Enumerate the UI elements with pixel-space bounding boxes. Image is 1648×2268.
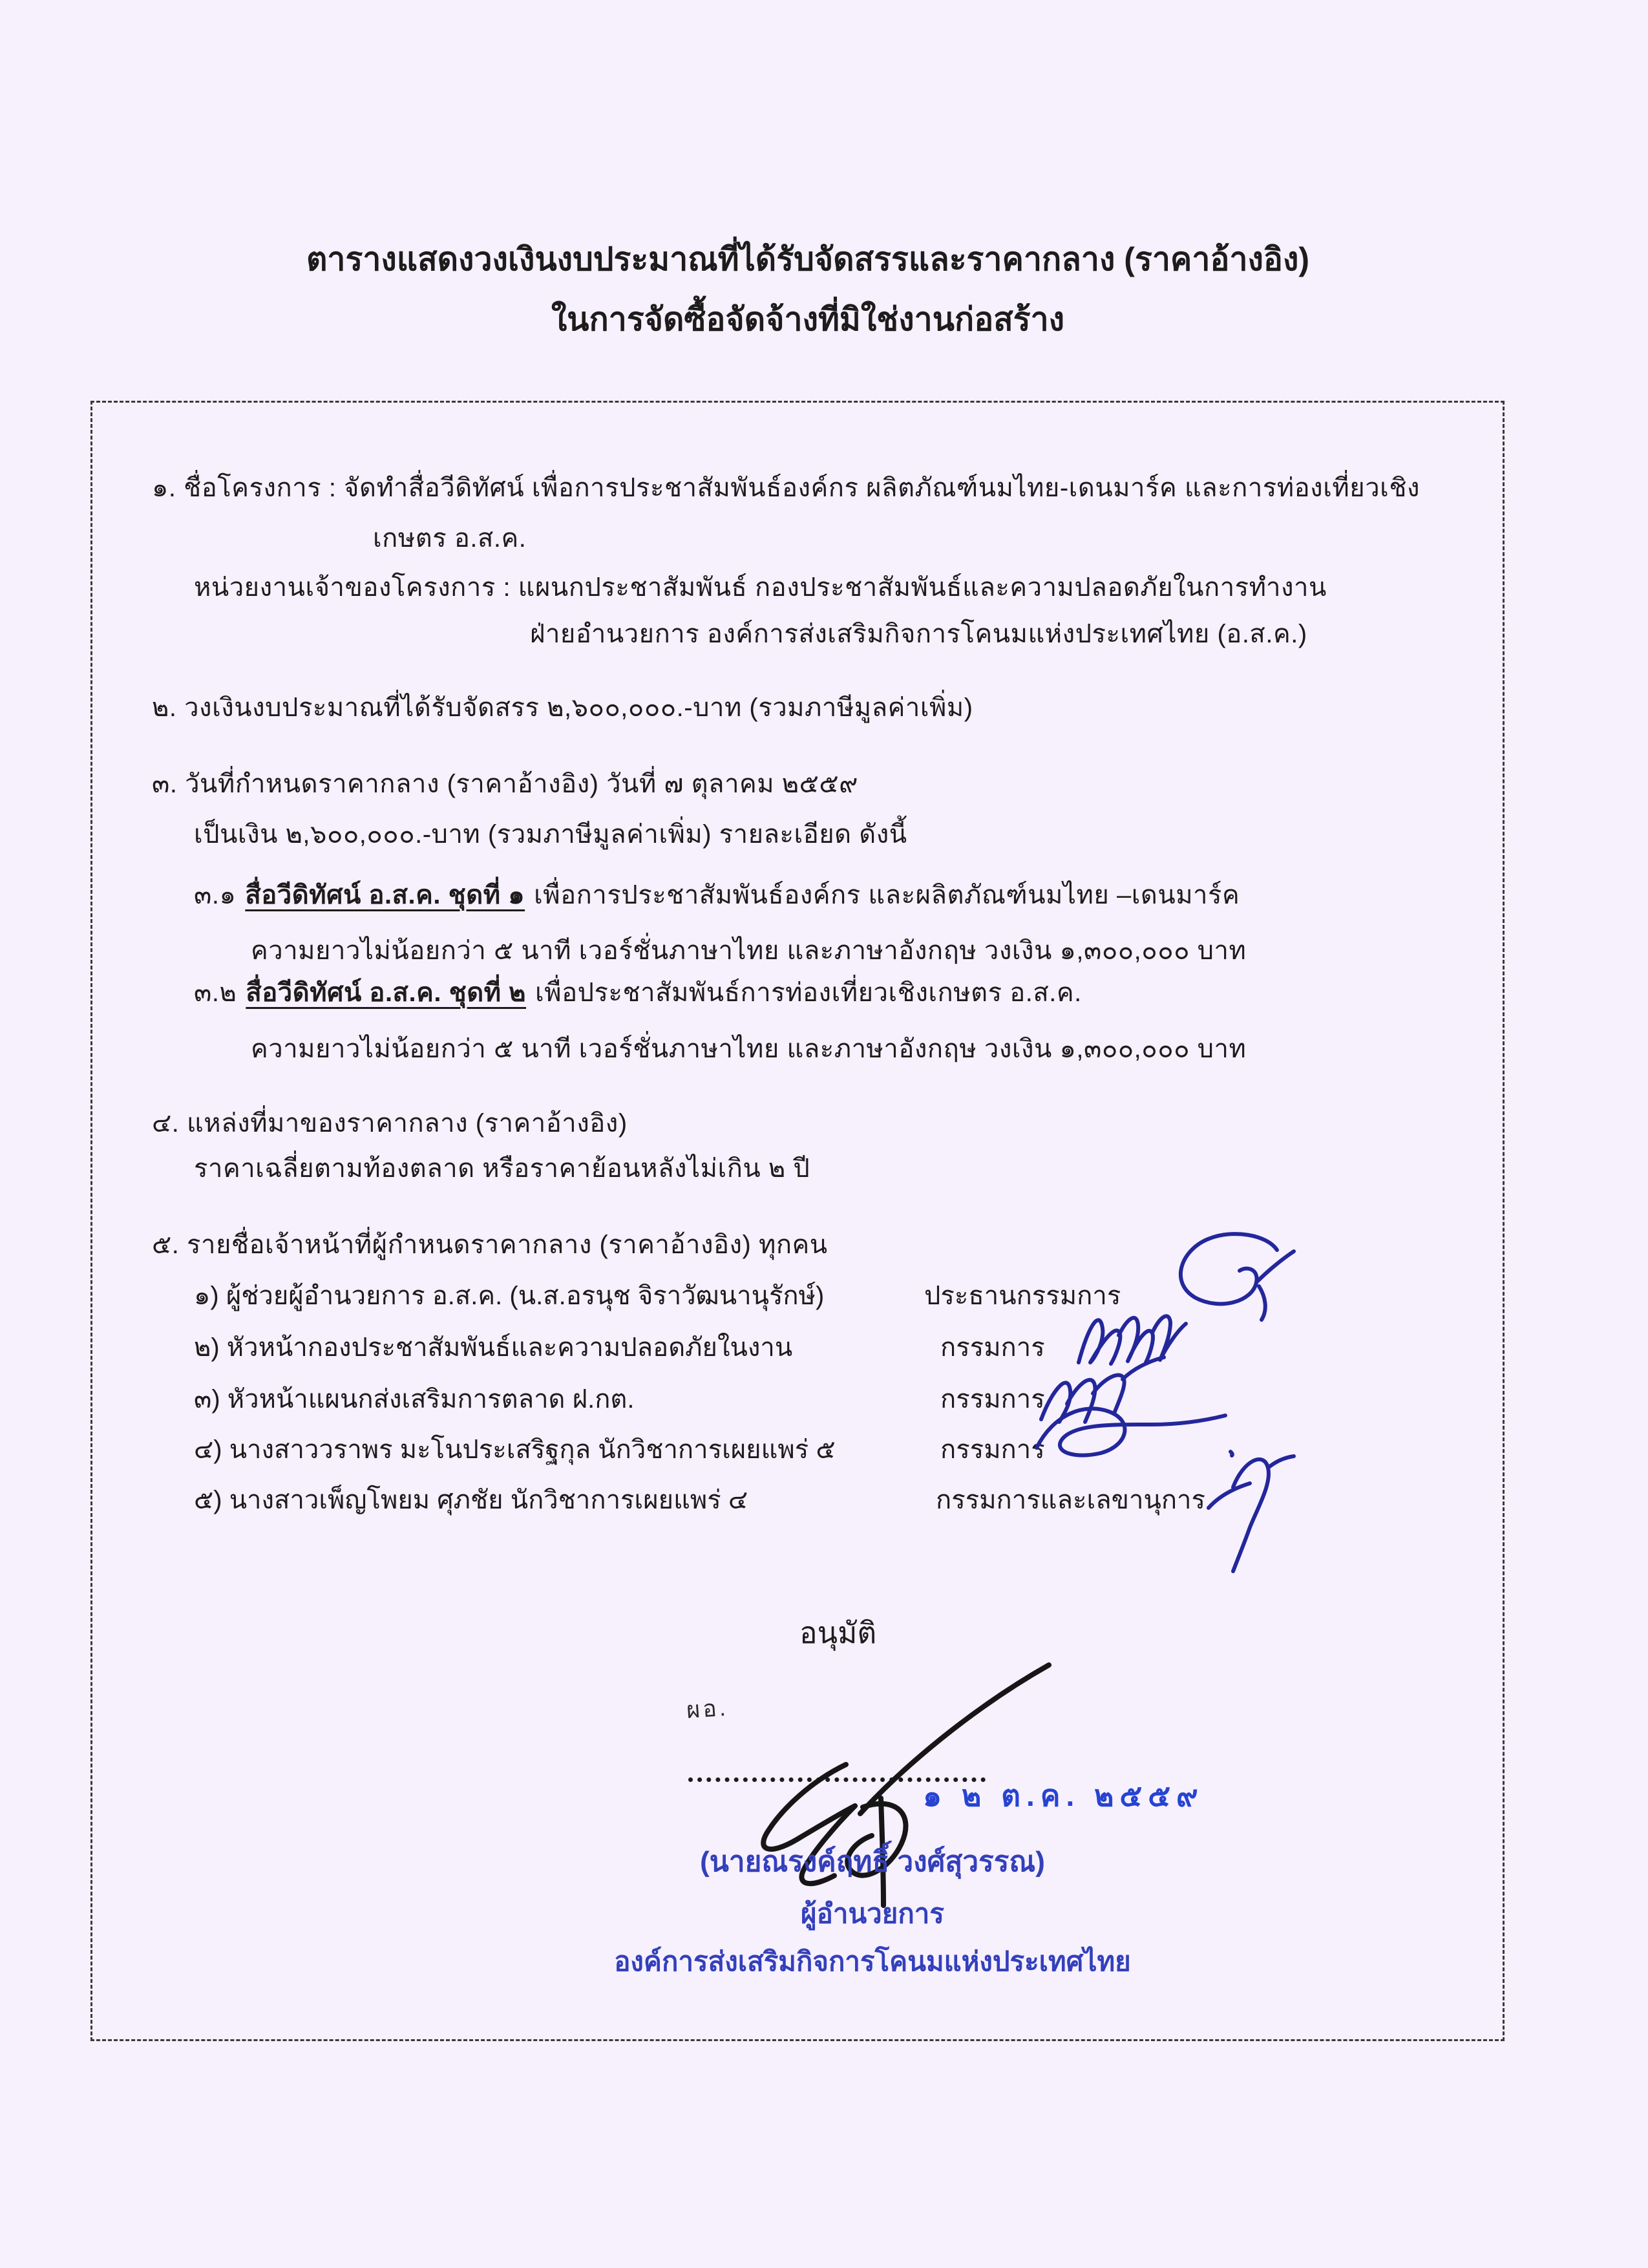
approval-handwritten-note: ผอ.	[685, 1693, 730, 1724]
item4-price-source-heading: ๔. แหล่งที่มาของราคากลาง (ราคาอ้างอิง)	[152, 1109, 628, 1138]
committee-member-role: กรรมการ	[940, 1436, 1045, 1464]
committee-member-role: กรรมการ	[940, 1333, 1045, 1362]
item3-sub1-description: เพื่อการประชาสัมพันธ์องค์กร และผลิตภัณฑ์นมไทย –เดนมาร์ค	[534, 881, 1240, 909]
item3-sub2-underlined-title: สื่อวีดิทัศน์ อ.ส.ค. ชุดที่ ๒	[246, 979, 527, 1007]
document-title-line2: ในการจัดซื้อจัดจ้างที่มิใช่งานก่อสร้าง	[551, 301, 1065, 337]
approval-heading: อนุมัติ	[799, 1616, 877, 1649]
approval-date-stamp: ๑ ๒ ต.ค. ๒๕๕๙	[923, 1779, 1204, 1812]
committee-row-2	[194, 1326, 1454, 1368]
item3-amount-line: เป็นเงิน ๒,๖๐๐,๐๐๐.-บาท (รวมภาษีมูลค่าเพิ่ม) รายละเอียด ดังนี้	[194, 820, 907, 849]
item1-project-name-line1: ๑. ชื่อโครงการ : จัดทำสื่อวีดิทัศน์ เพื่อการประชาสัมพันธ์องค์กร ผลิตภัณฑ์นมไทย-เดนมาร์ค และการท่องเที่ยวเชิง	[152, 474, 1420, 502]
item3-sub2-detail: ความยาวไม่น้อยกว่า ๕ นาที เวอร์ชั่นภาษาไทย และภาษาอังกฤษ วงเงิน ๑,๓๐๐,๐๐๐ บาท	[251, 1035, 1247, 1063]
committee-member-name: ๑) ผู้ช่วยผู้อำนวยการ อ.ส.ค. (น.ส.อรนุช จิราวัฒนานุรักษ์)	[194, 1282, 825, 1310]
committee-member-name: ๒) หัวหน้ากองประชาสัมพันธ์และความปลอดภัยในงาน	[194, 1333, 793, 1362]
document-title-line1: ตารางแสดงวงเงินงบประมาณที่ได้รับจัดสรรและราคากลาง (ราคาอ้างอิง)	[306, 241, 1310, 277]
item1-owner-agency-line1: หน่วยงานเจ้าของโครงการ : แผนกประชาสัมพันธ์ กองประชาสัมพันธ์และความปลอดภัยในการทำงาน	[194, 573, 1327, 602]
item1-owner-agency-line2: ฝ่ายอำนวยการ องค์การส่งเสริมกิจการโคนมแห่งประเทศไทย (อ.ส.ค.)	[530, 620, 1307, 648]
signer-name: (นายณรงค์ฤทธิ์ วงศ์สุวรรณ)	[700, 1846, 1045, 1878]
committee-row-3	[194, 1378, 1454, 1419]
item3-sub2-line	[194, 971, 1082, 1013]
item3-price-date-line: ๓. วันที่กำหนดราคากลาง (ราคาอ้างอิง) วันที่ ๗ ตุลาคม ๒๕๕๙	[152, 770, 858, 798]
item3-sub2-description: เพื่อประชาสัมพันธ์การท่องเที่ยวเชิงเกษตร อ.ส.ค.	[535, 979, 1082, 1007]
committee-member-role: กรรมการ	[940, 1385, 1045, 1414]
item3-sub1-number: ๓.๑	[194, 881, 237, 909]
signer-organization: องค์การส่งเสริมกิจการโคนมแห่งประเทศไทย	[614, 1946, 1131, 1977]
item4-price-source-detail: ราคาเฉลี่ยตามท้องตลาด หรือราคาย้อนหลังไม่เกิน ๒ ปี	[194, 1154, 810, 1183]
committee-member-role: กรรมการและเลขานุการ	[936, 1486, 1205, 1514]
committee-member-name: ๔) นางสาววราพร มะโนประเสริฐกุล นักวิชาการเผยแพร่ ๕	[194, 1436, 836, 1464]
committee-member-role: ประธานกรรมการ	[924, 1282, 1121, 1310]
item3-sub1-underlined-title: สื่อวีดิทัศน์ อ.ส.ค. ชุดที่ ๑	[245, 881, 525, 909]
item3-sub1-line	[194, 874, 1240, 915]
item5-committee-heading: ๕. รายชื่อเจ้าหน้าที่ผู้กำหนดราคากลาง (ราคาอ้างอิง) ทุกคน	[152, 1231, 828, 1259]
committee-member-name: ๓) หัวหน้าแผนกส่งเสริมการตลาด ฝ.กต.	[194, 1385, 635, 1414]
committee-member-name: ๕) นางสาวเพ็ญโพยม ศุภชัย นักวิชาการเผยแพร่ ๔	[194, 1486, 748, 1514]
signer-title: ผู้อำนวยการ	[801, 1898, 944, 1929]
item3-sub1-detail: ความยาวไม่น้อยกว่า ๕ นาที เวอร์ชั่นภาษาไทย และภาษาอังกฤษ วงเงิน ๑,๓๐๐,๐๐๐ บาท	[251, 937, 1247, 965]
item3-sub2-number: ๓.๒	[194, 979, 237, 1007]
item2-budget-line: ๒. วงเงินงบประมาณที่ได้รับจัดสรร ๒,๖๐๐,๐๐๐.-บาท (รวมภาษีมูลค่าเพิ่ม)	[152, 694, 973, 722]
signature-secretary-icon	[1194, 1445, 1307, 1577]
item1-project-name-line2: เกษตร อ.ส.ค.	[373, 524, 527, 553]
